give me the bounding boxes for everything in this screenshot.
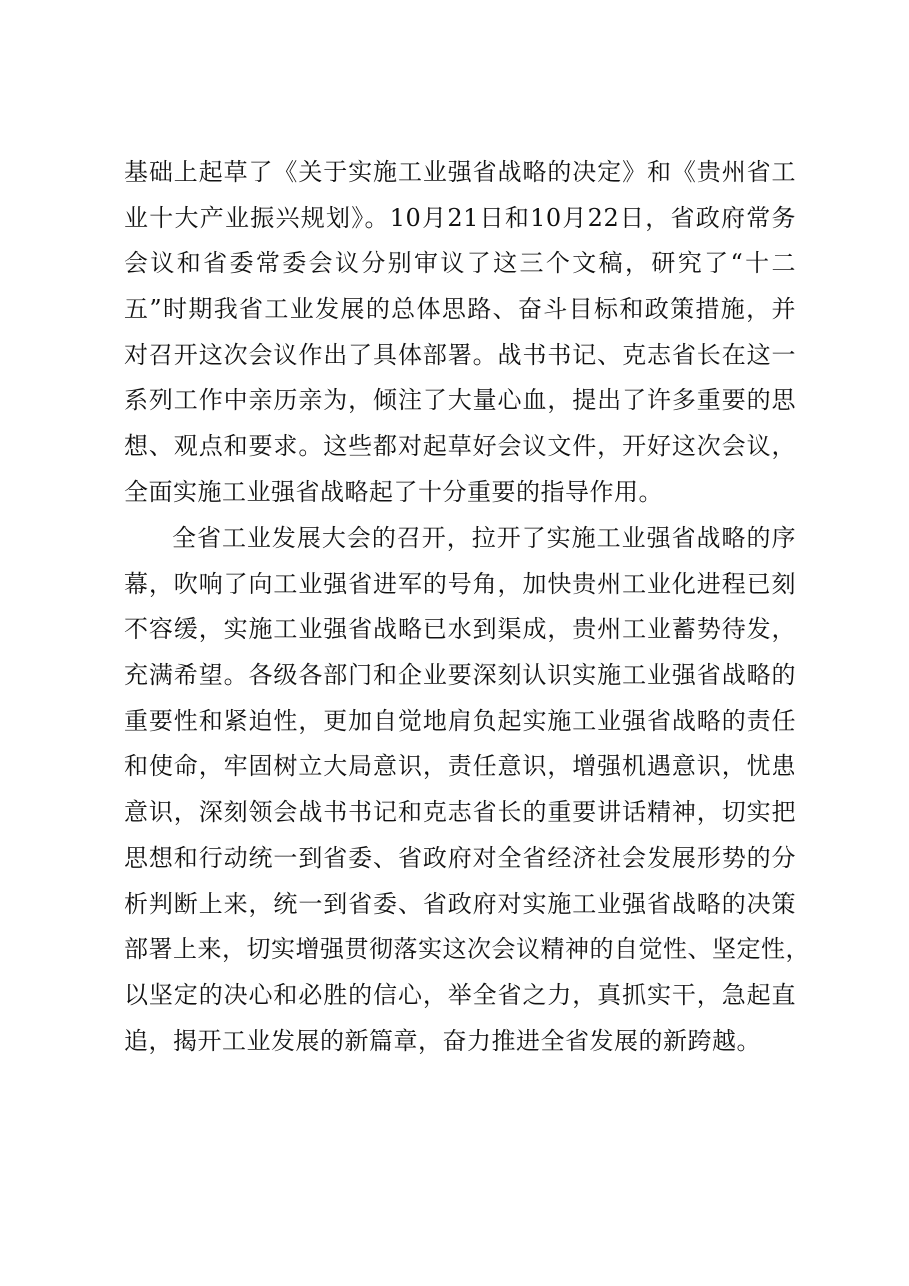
text-line: 幕，吹响了向工业强省进军的号角，加快贵州工业化进程已刻 [124, 569, 796, 598]
paragraph-2 [124, 516, 810, 1064]
text-line: 业十大产业振兴规划》。10月21日和10月22日，省政府常务 [124, 203, 796, 232]
text-line: 析判断上来，统一到省委、省政府对实施工业强省战略的决策 [124, 889, 796, 918]
text-line: 追，揭开工业发展的新篇章，奋力推进全省发展的新跨越。 [124, 1026, 761, 1055]
text-line: 不容缓，实施工业强省战略已水到渠成，贵州工业蓄势待发， [124, 615, 796, 644]
text-line: 充满希望。各级各部门和企业要深刻认识实施工业强省战略的 [124, 661, 796, 690]
text-line: 思想和行动统一到省委、省政府对全省经济社会发展形势的分 [124, 843, 796, 872]
text-line: 以坚定的决心和必胜的信心，举全省之力，真抓实干，急起直 [124, 980, 796, 1009]
text-line: 全面实施工业强省战略起了十分重要的指导作用。 [124, 477, 663, 506]
text-line: 想、观点和要求。这些都对起草好会议文件，开好这次会议， [124, 432, 796, 461]
text-line: 五”时期我省工业发展的总体思路、奋斗目标和政策措施，并 [124, 295, 796, 324]
text-line: 系列工作中亲历亲为，倾注了大量心血，提出了许多重要的思 [124, 386, 796, 415]
text-line: 全省工业发展大会的召开，拉开了实施工业强省战略的序 [172, 524, 796, 552]
text-line: 重要性和紧迫性，更加自觉地肩负起实施工业强省战略的责任 [124, 706, 796, 735]
text-line: 会议和省委常委会议分别审议了这三个文稿，研究了“十二 [124, 249, 796, 278]
text-line: 部署上来，切实增强贯彻落实这次会议精神的自觉性、坚定性， [124, 935, 810, 964]
paragraph-1 [124, 150, 796, 516]
text-line: 意识，深刻领会战书书记和克志省长的重要讲话精神，切实把 [124, 798, 796, 827]
text-line: 和使命，牢固树立大局意识，责任意识，增强机遇意识，忧患 [124, 752, 796, 781]
text-line: 基础上起草了《关于实施工业强省战略的决定》和《贵州省工 [124, 158, 796, 186]
text-line: 对召开这次会议作出了具体部署。战书书记、克志省长在这一 [124, 340, 796, 369]
